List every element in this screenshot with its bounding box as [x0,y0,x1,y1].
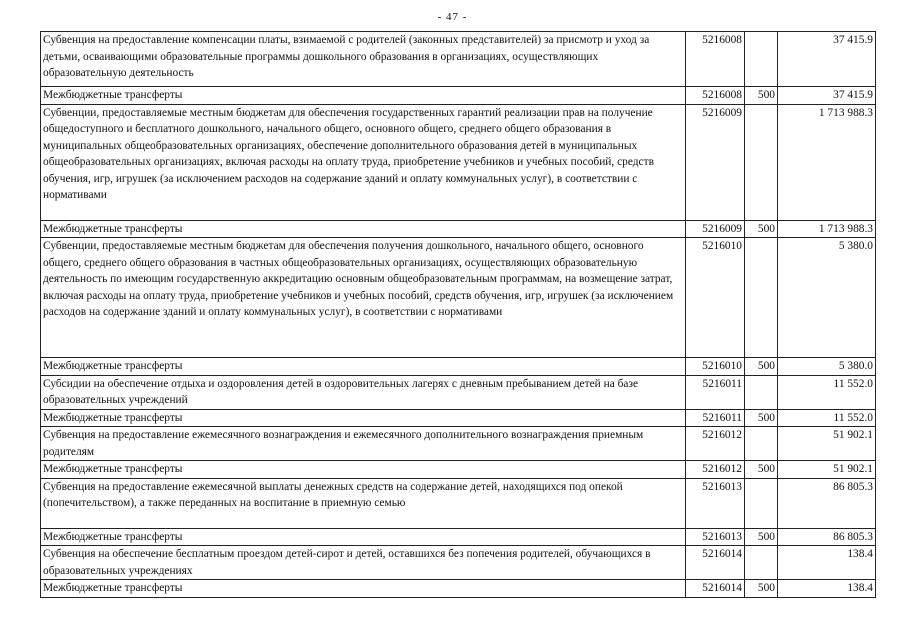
row-code: 5216009 [686,104,745,220]
row-name: Межбюджетные трансферты [41,358,686,376]
row-amount: 138.4 [778,580,876,598]
row-name: Субсидии на обеспечение отдыха и оздоровления детей в оздоровительных лагерях с дневным пребыванием детей на базе образовательных учреждений [41,375,686,409]
row-amount: 51 902.1 [778,461,876,479]
row-code: 5216010 [686,358,745,376]
table-row [41,87,876,105]
row-expense-type: 500 [745,358,778,376]
table-row [41,546,876,580]
table-row [41,528,876,546]
table-row [41,220,876,238]
row-name: Субвенция на обеспечение бесплатным проездом детей-сирот и детей, оставшихся без попечения родителей, обучающихся в образовательных учреждениях [41,546,686,580]
row-code: 5216013 [686,478,745,528]
row-amount: 5 380.0 [778,358,876,376]
row-name: Субвенции, предоставляемые местным бюджетам для обеспечения получения дошкольного, начального общего, основного общего, среднего общего образования в частных общеобразовательных организациях, осуществляющих образовательную деятельность по имеющим государственную аккредитацию основным общеобразовательным программам, на возмещение затрат, включая расходы на оплату труда, приобретение учебников и учебных пособий, средств обучения, игр, игрушек (за исключением расходов на содержание зданий и оплату коммунальных услуг), в соответствии с нормативами [41,238,686,358]
row-amount: 11 552.0 [778,375,876,409]
row-expense-type [745,238,778,358]
row-expense-type: 500 [745,461,778,479]
row-name: Субвенция на предоставление ежемесячной выплаты денежных средств на содержание детей, находящихся под опекой (попечительством), а также переданных на воспитание в приемную семью [41,478,686,528]
row-expense-type: 500 [745,87,778,105]
row-code: 5216014 [686,580,745,598]
row-name: Межбюджетные трансферты [41,528,686,546]
row-amount: 51 902.1 [778,427,876,461]
table-row [41,358,876,376]
table-row [41,104,876,220]
row-code: 5216013 [686,528,745,546]
row-name: Межбюджетные трансферты [41,87,686,105]
table-row [41,427,876,461]
row-amount: 37 415.9 [778,87,876,105]
row-code: 5216010 [686,238,745,358]
row-name: Субвенция на предоставление компенсации платы, взимаемой с родителей (законных представителей) за присмотр и уход за детьми, осваивающими образовательные программы дошкольного образования в организациях, осуществляющих образовательную деятельность [41,32,686,87]
row-amount: 138.4 [778,546,876,580]
row-amount: 11 552.0 [778,409,876,427]
row-expense-type [745,104,778,220]
table-row [41,375,876,409]
row-amount: 37 415.9 [778,32,876,87]
row-code: 5216012 [686,427,745,461]
row-amount: 86 805.3 [778,528,876,546]
row-amount: 5 380.0 [778,238,876,358]
page-number: - 47 - [437,11,468,23]
table-row [41,238,876,358]
row-expense-type: 500 [745,528,778,546]
row-code: 5216014 [686,546,745,580]
row-code: 5216009 [686,220,745,238]
table-row [41,32,876,87]
row-code: 5216012 [686,461,745,479]
row-name: Субвенция на предоставление ежемесячного вознаграждения и ежемесячного дополнительного вознаграждения приемным родителям [41,427,686,461]
row-expense-type [745,546,778,580]
row-expense-type [745,32,778,87]
row-amount: 1 713 988.3 [778,104,876,220]
row-code: 5216011 [686,375,745,409]
row-expense-type [745,375,778,409]
row-expense-type [745,478,778,528]
table-row [41,461,876,479]
budget-table [40,31,876,598]
row-code: 5216011 [686,409,745,427]
table-row [41,478,876,528]
row-name: Межбюджетные трансферты [41,580,686,598]
row-expense-type: 500 [745,220,778,238]
row-code: 5216008 [686,32,745,87]
table-row [41,580,876,598]
row-name: Межбюджетные трансферты [41,409,686,427]
row-amount: 86 805.3 [778,478,876,528]
row-code: 5216008 [686,87,745,105]
row-name: Субвенции, предоставляемые местным бюджетам для обеспечения государственных гарантий реализации прав на получение общедоступного и бесплатного дошкольного, начального общего, основного общего, среднего общего образования в муниципальных общеобразовательных организациях, обеспечение дополнительного образования детей в муниципальных общеобразовательных организациях, включая расходы на оплату труда, приобретение учебников и учебных пособий, средств обучения, игр, игрушек (за исключением расходов на содержание зданий и оплату коммунальных услуг), в соответствии с нормативами [41,104,686,220]
row-expense-type: 500 [745,409,778,427]
table-row [41,409,876,427]
row-expense-type: 500 [745,580,778,598]
row-expense-type [745,427,778,461]
row-amount: 1 713 988.3 [778,220,876,238]
row-name: Межбюджетные трансферты [41,461,686,479]
row-name: Межбюджетные трансферты [41,220,686,238]
